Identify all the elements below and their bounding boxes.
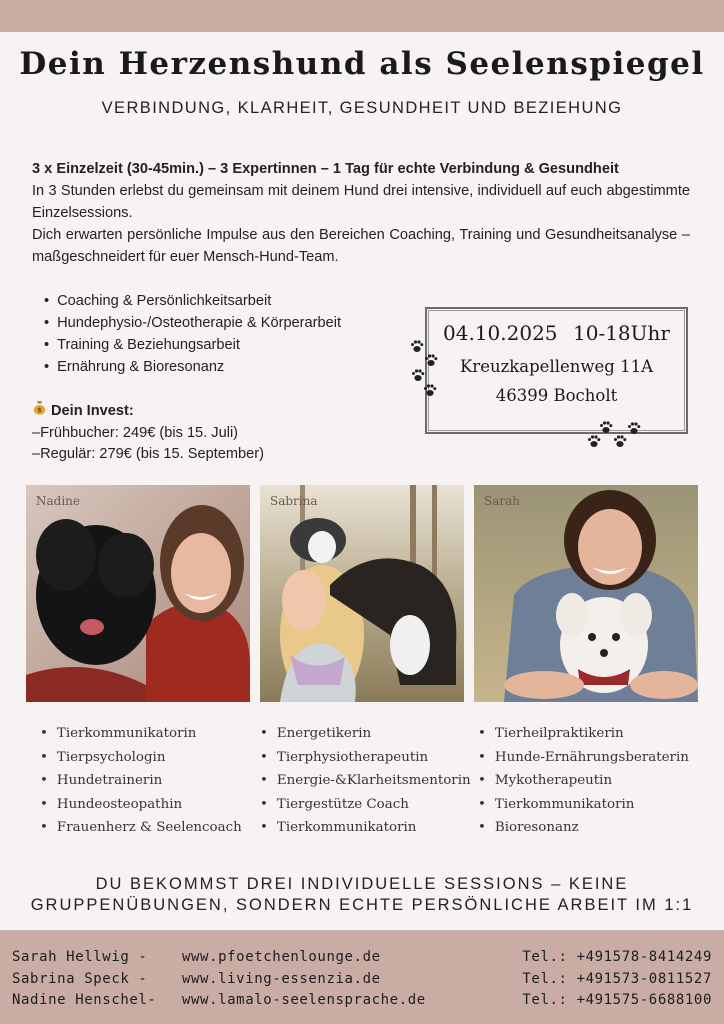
photo-nadine-image: [26, 485, 250, 702]
contact-row: [12, 969, 712, 991]
photo-name-nadine: Nadine: [36, 494, 81, 508]
svg-text:$: $: [37, 406, 42, 415]
skills-list-nadine: [40, 722, 242, 840]
feature-item: • Hundephysio-/Osteotherapie & Körperarbeit: [44, 312, 341, 334]
intro-paragraph-1: In 3 Stunden erlebst du gemeinsam mit deinem Hund drei intensive, individuell auf euch abgestimmte Einzelsessions.: [32, 183, 690, 221]
intro-headline: 3 x Einzelzeit (30-45min.) – 3 Expertinnen – 1 Tag für echte Verbindung & Gesundheit: [32, 161, 619, 177]
paw-print-icon: [586, 433, 602, 449]
photo-sabrina-image: [260, 485, 464, 702]
invest-regular-price: –Regulär: 279€ (bis 15. September): [32, 446, 265, 462]
skill-item: • Tierkommunikatorin: [478, 793, 689, 817]
contact-row: [12, 947, 712, 969]
skill-item: • Tiergestütze Coach: [260, 793, 471, 817]
skill-item: • Tierphysiotherapeutin: [260, 746, 471, 770]
skill-item: • Tierheilpraktikerin: [478, 722, 689, 746]
contact-name: Sarah Hellwig -: [12, 949, 148, 965]
skill-item: • Tierpsychologin: [40, 746, 242, 770]
photo-sabrina: [260, 485, 464, 702]
feature-list: [44, 290, 341, 378]
contact-website[interactable]: www.lamalo-seelensprache.de: [182, 992, 426, 1008]
contact-website[interactable]: www.pfoetchenlounge.de: [182, 949, 381, 965]
top-band: [0, 0, 724, 32]
invest-heading: Dein Invest:: [51, 403, 134, 419]
invest-section: [32, 400, 264, 466]
feature-item: • Ernährung & Bioresonanz: [44, 356, 341, 378]
event-street: Kreuzkapellenweg 11A: [459, 357, 653, 376]
event-box: [425, 307, 688, 434]
skill-item: • Hundeosteopathin: [40, 793, 242, 817]
contact-phone: Tel.: +491573-0811527: [522, 970, 712, 987]
photo-sarah-image: [474, 485, 698, 702]
skill-item: • Hunde-Ernährungsberaterin: [478, 746, 689, 770]
contact-list: [12, 947, 712, 1012]
intro-paragraph-2: Dich erwarten persönliche Impulse aus den Bereichen Coaching, Training und Gesundheitsanalyse – maßgeschneidert für euer Mensch-Hund-Team.: [32, 227, 690, 265]
invest-early-price: –Frühbucher: 249€ (bis 15. Juli): [32, 424, 239, 441]
paw-print-icon: [423, 352, 439, 368]
event-date: 04.10.2025: [443, 321, 558, 345]
money-bag-icon: [32, 400, 47, 422]
contact-website[interactable]: www.living-essenzia.de: [182, 970, 381, 987]
contact-phone: Tel.: +491575-6688100: [522, 992, 712, 1008]
feature-item: • Training & Beziehungsarbeit: [44, 334, 341, 356]
event-city: 46399 Bocholt: [495, 386, 618, 405]
skill-item: • Energetikerin: [260, 722, 471, 746]
page-title: Dein Herzenshund als Seelenspiegel: [19, 46, 705, 82]
skill-item: • Frauenherz & Seelencoach: [40, 816, 242, 840]
photo-name-sabrina: Sabrina: [270, 494, 318, 508]
skills-list-sabrina: [260, 722, 471, 840]
skill-item: • Energie-&Klarheitsmentorin: [260, 769, 471, 793]
contact-name: Nadine Henschel-: [12, 992, 157, 1008]
paw-print-icon: [410, 367, 426, 383]
contact-phone: Tel.: +491578-8414249: [522, 949, 712, 965]
event-time: 10-18Uhr: [573, 321, 670, 345]
feature-item: • Coaching & Persönlichkeitsarbeit: [44, 290, 341, 312]
closing-line-2: GRUPPENÜBUNGEN, SONDERN ECHTE PERSÖNLICHE ARBEIT IM 1:1: [30, 896, 694, 914]
skill-item: • Tierkommunikatorin: [260, 816, 471, 840]
contact-row: [12, 990, 712, 1012]
skill-item: • Bioresonanz: [478, 816, 689, 840]
photo-name-sarah: Sarah: [484, 494, 520, 508]
skills-list-sarah: [478, 722, 689, 840]
closing-statement: [0, 874, 724, 916]
intro-section: [32, 158, 690, 268]
page-subtitle: VERBINDUNG, KLARHEIT, GESUNDHEIT UND BEZIEHUNG: [101, 99, 623, 117]
photo-nadine: [26, 485, 250, 702]
skill-item: • Hundetrainerin: [40, 769, 242, 793]
photo-sarah: [474, 485, 698, 702]
contact-name: Sabrina Speck -: [12, 970, 148, 987]
paw-print-icon: [626, 420, 642, 436]
closing-line-1: DU BEKOMMST DREI INDIVIDUELLE SESSIONS – KEINE: [95, 875, 629, 893]
skill-item: • Tierkommunikatorin: [40, 722, 242, 746]
skill-item: • Mykotherapeutin: [478, 769, 689, 793]
paw-print-icon: [422, 382, 438, 398]
